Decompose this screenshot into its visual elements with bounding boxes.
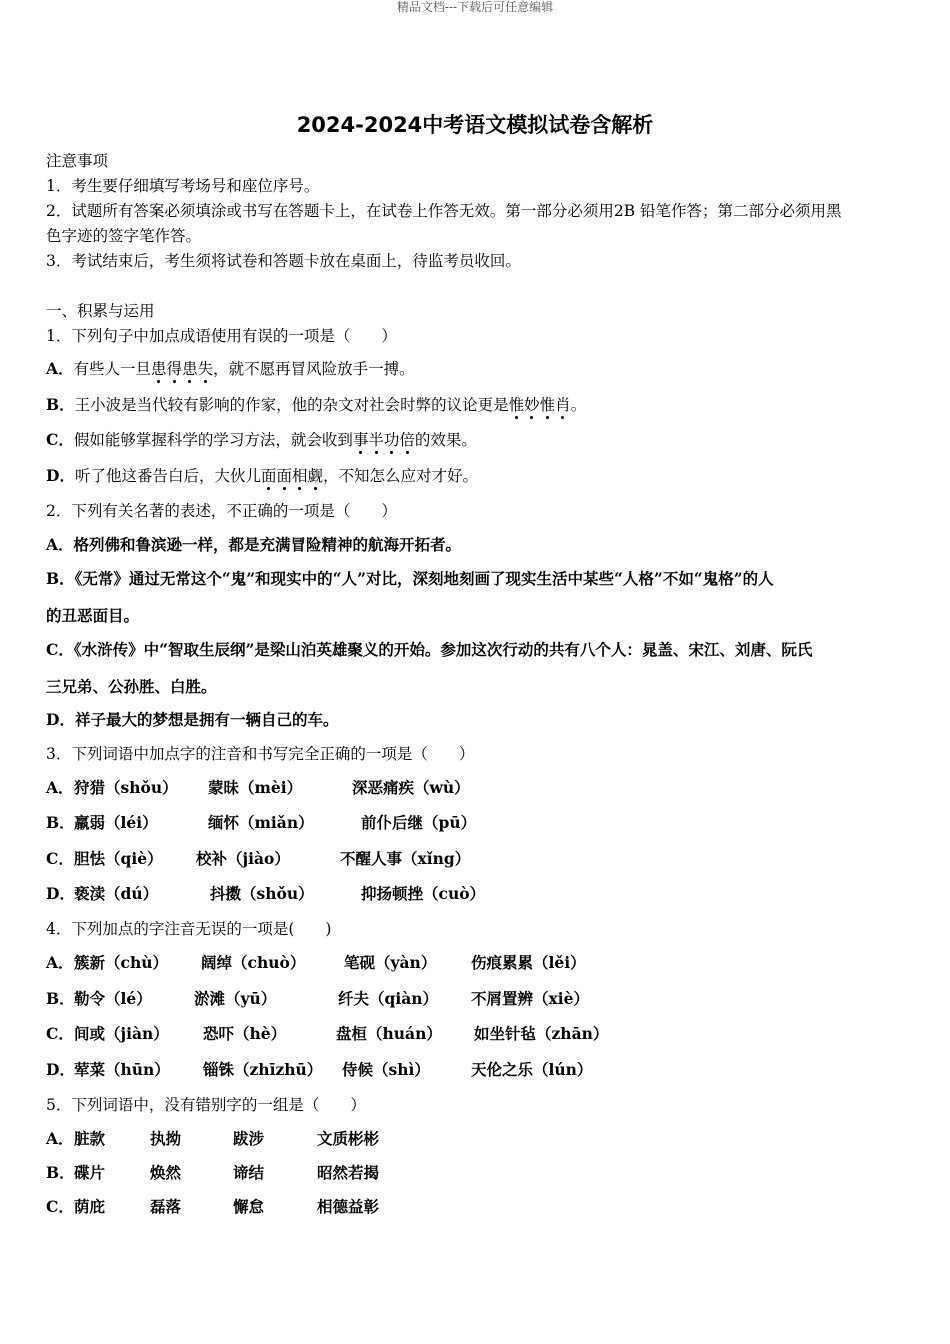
option-text: 的效果。 — [414, 431, 477, 449]
word: 亵渎（dú） — [74, 884, 159, 903]
option-label: B． — [46, 989, 75, 1008]
option-label: B． — [46, 395, 75, 414]
word: 文质彬彬 — [317, 1129, 380, 1148]
q1-stem: 1．下列句子中加点成语使用有误的一项是（ ） — [46, 327, 397, 345]
option-label: B． — [46, 1163, 75, 1182]
notice-item-2: 2．试题所有答案必须填涂或书写在答题卡上，在试卷上作答无效。第一部分必须用2B 铅笔作答；第二部分必须用黑 — [46, 202, 842, 220]
word: 淤滩（yū） — [194, 989, 277, 1008]
word: 跋涉 — [233, 1129, 265, 1148]
word: 蒙昧（mèi） — [208, 778, 303, 797]
q2-option-a: A．格列佛和鲁滨逊一样，都是充满冒险精神的航海开拓者。 — [46, 535, 462, 554]
dotted-char: 患 — [151, 360, 167, 378]
option-text: ，不知怎么应对才好。 — [323, 467, 479, 485]
q2-option-c: C．《水浒传》中“智取生辰纲”是梁山泊英雄聚义的开始。参加这次行动的共有八个人：晁盖、宋江、刘唐、阮氏 — [46, 640, 813, 659]
option-label: C． — [46, 849, 74, 868]
option-text: 有些人一旦 — [73, 360, 152, 378]
option-label: A． — [46, 359, 74, 378]
q3-stem: 3．下列词语中加点字的注音和书写完全正确的一项是（ ） — [46, 745, 475, 763]
word: 荤菜（hūn） — [74, 1060, 170, 1079]
dotted-idiom — [151, 360, 213, 378]
q1-option-c — [46, 429, 477, 451]
dotted-char: 惟 — [539, 396, 556, 414]
word: 懈怠 — [233, 1197, 265, 1216]
dotted-char: 失 — [197, 360, 214, 378]
option-label: A． — [46, 1129, 74, 1148]
option-text: ，就不愿再冒风险放手一搏。 — [213, 360, 415, 378]
option-text: 听了他这番告白后，大伙儿 — [74, 467, 261, 485]
q2-option-c-cont: 三兄弟、公孙胜、白胜。 — [46, 677, 217, 696]
q1-option-a — [46, 358, 415, 380]
word: 执拗 — [150, 1129, 182, 1148]
q4-stem: 4．下列加点的字注音无误的一项是( ) — [46, 920, 332, 938]
dotted-char: 功 — [383, 431, 400, 449]
option-label: A． — [46, 778, 74, 797]
dotted-idiom — [261, 467, 323, 485]
option-text: 。 — [570, 396, 587, 414]
option-label: D． — [46, 1060, 75, 1079]
q1-option-d — [46, 465, 478, 487]
page-header: 精品文档---下载后可任意编辑 — [396, 0, 554, 14]
option-text: 王小波是当代较有影响的作家，他的杂文对社会时弊的议论更是 — [74, 396, 509, 414]
word: 胆怯（qiè） — [74, 849, 163, 868]
word: 狩猎（shǒu） — [74, 778, 178, 797]
word: 间或（jiàn） — [74, 1024, 169, 1043]
dotted-char: 面 — [276, 467, 292, 485]
dotted-char: 患 — [182, 360, 198, 378]
q2-stem: 2．下列有关名著的表述，不正确的一项是（ ） — [46, 502, 397, 520]
dotted-char: 事 — [352, 431, 369, 449]
word: 脏款 — [74, 1129, 106, 1148]
dotted-char: 半 — [368, 431, 384, 449]
word: 昭然若揭 — [317, 1163, 380, 1182]
word: 如坐针毡（zhān） — [474, 1024, 609, 1043]
dotted-char: 惟 — [508, 396, 525, 414]
q2-option-b: B．《无常》通过无常这个“鬼”和现实中的“人”对比，深刻地刻画了现实生活中某些“人格”不如“鬼格”的人 — [46, 569, 774, 588]
word: 不醒人事（xǐng） — [340, 849, 471, 868]
word: 碟片 — [74, 1163, 106, 1182]
notice-item-1: 1．考生要仔细填写考场号和座位序号。 — [46, 177, 320, 195]
dotted-idiom — [509, 396, 571, 414]
option-text: 假如能够掌握科学的学习方法，就会收到 — [73, 431, 353, 449]
word: 缅怀（miǎn） — [208, 813, 314, 832]
q2-option-d: D．祥子最大的梦想是拥有一辆自己的车。 — [46, 710, 339, 729]
word: 不屑置辨（xiè） — [471, 989, 589, 1008]
word: 勒令（lé） — [74, 989, 152, 1008]
word: 羸弱（léi） — [74, 813, 158, 832]
option-label: B． — [46, 813, 75, 832]
option-label: C． — [46, 430, 74, 449]
dotted-char: 觑 — [307, 467, 324, 485]
word: 深恶痛疾（wù） — [352, 778, 470, 797]
dotted-idiom — [353, 431, 415, 449]
dotted-char: 妙 — [524, 396, 540, 414]
word: 伤痕累累（lěi） — [471, 953, 586, 972]
word: 天伦之乐（lún） — [471, 1060, 593, 1079]
word: 相德益彰 — [317, 1197, 380, 1216]
word: 谛结 — [233, 1163, 265, 1182]
word: 簇新（chù） — [74, 953, 168, 972]
word: 纤夫（qiàn） — [338, 989, 439, 1008]
notice-item-2-cont: 色字迹的签字笔作答。 — [46, 227, 202, 245]
word: 锱铢（zhīzhū） — [203, 1060, 323, 1079]
word: 笔砚（yàn） — [344, 953, 437, 972]
q2-option-b-cont: 的丑恶面目。 — [46, 606, 140, 625]
word: 焕然 — [150, 1163, 182, 1182]
dotted-char: 倍 — [399, 431, 415, 449]
word: 抑扬顿挫（cuò） — [361, 884, 486, 903]
option-label: D． — [46, 466, 75, 485]
word: 前仆后继（pū） — [361, 813, 477, 832]
dotted-char: 相 — [292, 467, 308, 485]
q5-stem: 5．下列词语中，没有错别字的一组是（ ） — [46, 1096, 366, 1114]
section-heading: 一、积累与运用 — [46, 302, 155, 320]
option-label: D． — [46, 884, 75, 903]
word: 阔绰（chuò） — [201, 953, 306, 972]
option-label: A． — [46, 953, 74, 972]
word: 荫庇 — [74, 1197, 106, 1216]
word: 侍候（shì） — [342, 1060, 430, 1079]
word: 校补（jiào） — [196, 849, 290, 868]
dotted-char: 得 — [166, 360, 183, 378]
notice-item-3: 3．考试结束后，考生须将试卷和答题卡放在桌面上，待监考员收回。 — [46, 252, 521, 270]
dotted-char: 肖 — [555, 396, 571, 414]
page-title: 2024-2024中考语文模拟试卷含解析 — [296, 113, 654, 137]
word: 恐吓（hè） — [203, 1024, 287, 1043]
word: 抖擞（shǒu） — [210, 884, 314, 903]
word: 磊落 — [150, 1197, 182, 1216]
option-label: C． — [46, 1024, 74, 1043]
notice-heading: 注意事项 — [46, 152, 109, 170]
dotted-char: 面 — [260, 467, 277, 485]
option-label: C． — [46, 1197, 74, 1216]
word: 盘桓（huán） — [336, 1024, 442, 1043]
q1-option-b — [46, 394, 586, 416]
